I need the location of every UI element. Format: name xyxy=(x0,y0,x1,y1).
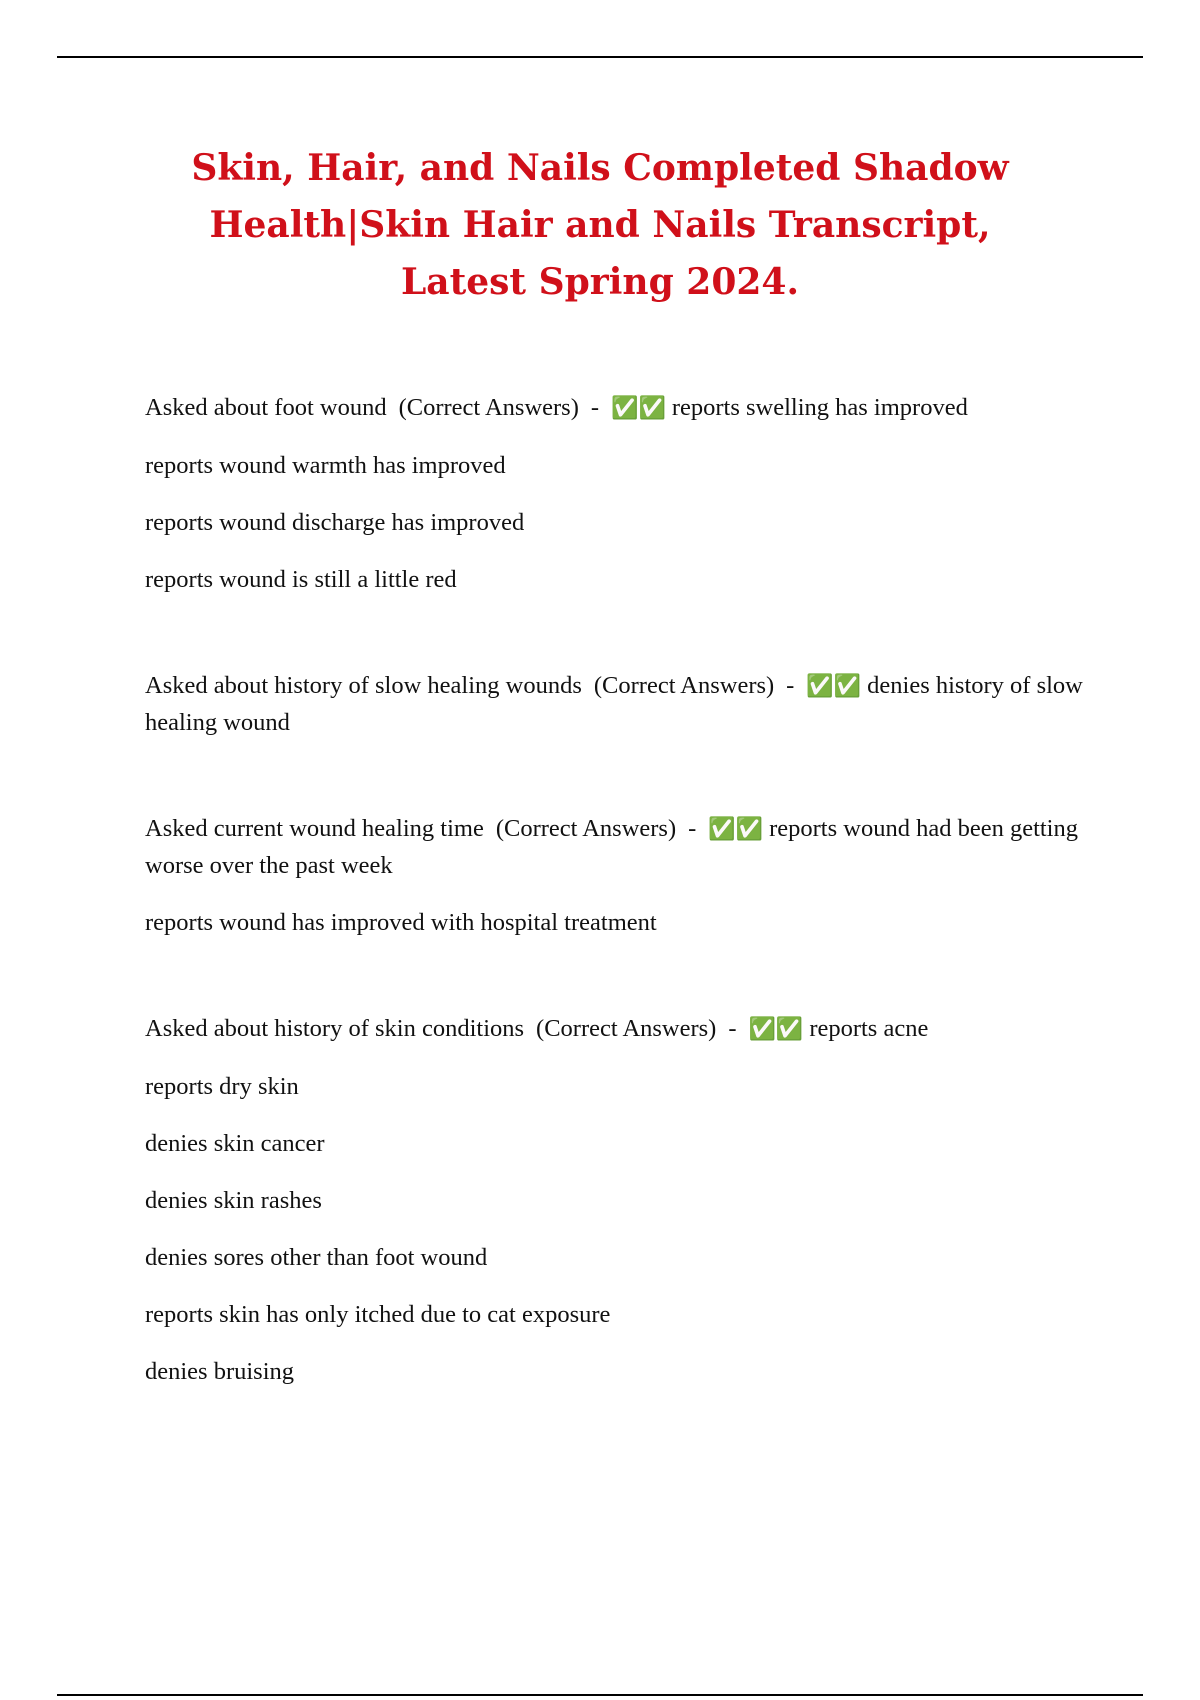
separator: - xyxy=(786,672,795,699)
answer-line: reports wound has improved with hospital treatment xyxy=(145,909,657,936)
question-line xyxy=(145,390,1085,427)
separator: - xyxy=(728,1015,737,1042)
question-text: Asked about history of skin conditions xyxy=(145,1015,525,1042)
answer-line: denies sores other than foot wound xyxy=(145,1244,488,1271)
correct-answers-tag: (Correct Answers) xyxy=(593,672,775,699)
separator: - xyxy=(688,815,697,842)
separator: - xyxy=(590,394,600,421)
answer-line: reports wound warmth has improved xyxy=(145,452,506,479)
qa-block-skin-conditions xyxy=(145,1011,1085,1390)
question-text: Asked about history of slow healing wounds xyxy=(145,672,582,699)
answer-line: reports skin has only itched due to cat exposure xyxy=(145,1301,611,1328)
qa-block-healing-time xyxy=(145,811,1085,941)
correct-answers-tag: (Correct Answers) xyxy=(398,394,579,421)
transcript-content xyxy=(145,390,1085,1460)
question-text: Asked about foot wound xyxy=(145,394,387,421)
double-check-icon: ✅✅ xyxy=(708,817,764,842)
answer-text: reports wound had been getting worse over the past week xyxy=(145,815,1078,879)
answer-line: reports wound is still a little red xyxy=(145,566,457,593)
correct-answers-tag: (Correct Answers) xyxy=(495,815,677,842)
double-check-icon: ✅✅ xyxy=(611,396,666,421)
double-check-icon: ✅✅ xyxy=(748,1017,804,1042)
correct-answers-tag: (Correct Answers) xyxy=(536,1015,717,1042)
answer-text: reports acne xyxy=(809,1015,929,1042)
document-title: Skin, Hair, and Nails Completed Shadow Health|Skin Hair and Nails Transcript, Latest Spring 2024. xyxy=(191,147,1009,303)
answer-line: denies bruising xyxy=(145,1358,295,1385)
question-line xyxy=(145,668,1085,741)
answer-line: denies skin cancer xyxy=(145,1130,325,1157)
question-text: Asked current wound healing time xyxy=(145,815,484,842)
qa-block-foot-wound xyxy=(145,390,1085,598)
answer-line: reports wound discharge has improved xyxy=(145,509,525,536)
answer-text: reports swelling has improved xyxy=(671,394,968,421)
top-rule xyxy=(57,56,1143,58)
bottom-rule xyxy=(57,1694,1143,1696)
answer-line: denies skin rashes xyxy=(145,1187,322,1214)
answer-line: reports dry skin xyxy=(145,1073,299,1100)
answer-text: denies history of slow healing wound xyxy=(145,672,1083,736)
qa-block-slow-healing xyxy=(145,668,1085,741)
question-line xyxy=(145,1011,1085,1048)
question-line xyxy=(145,811,1085,884)
double-check-icon: ✅✅ xyxy=(806,674,862,699)
